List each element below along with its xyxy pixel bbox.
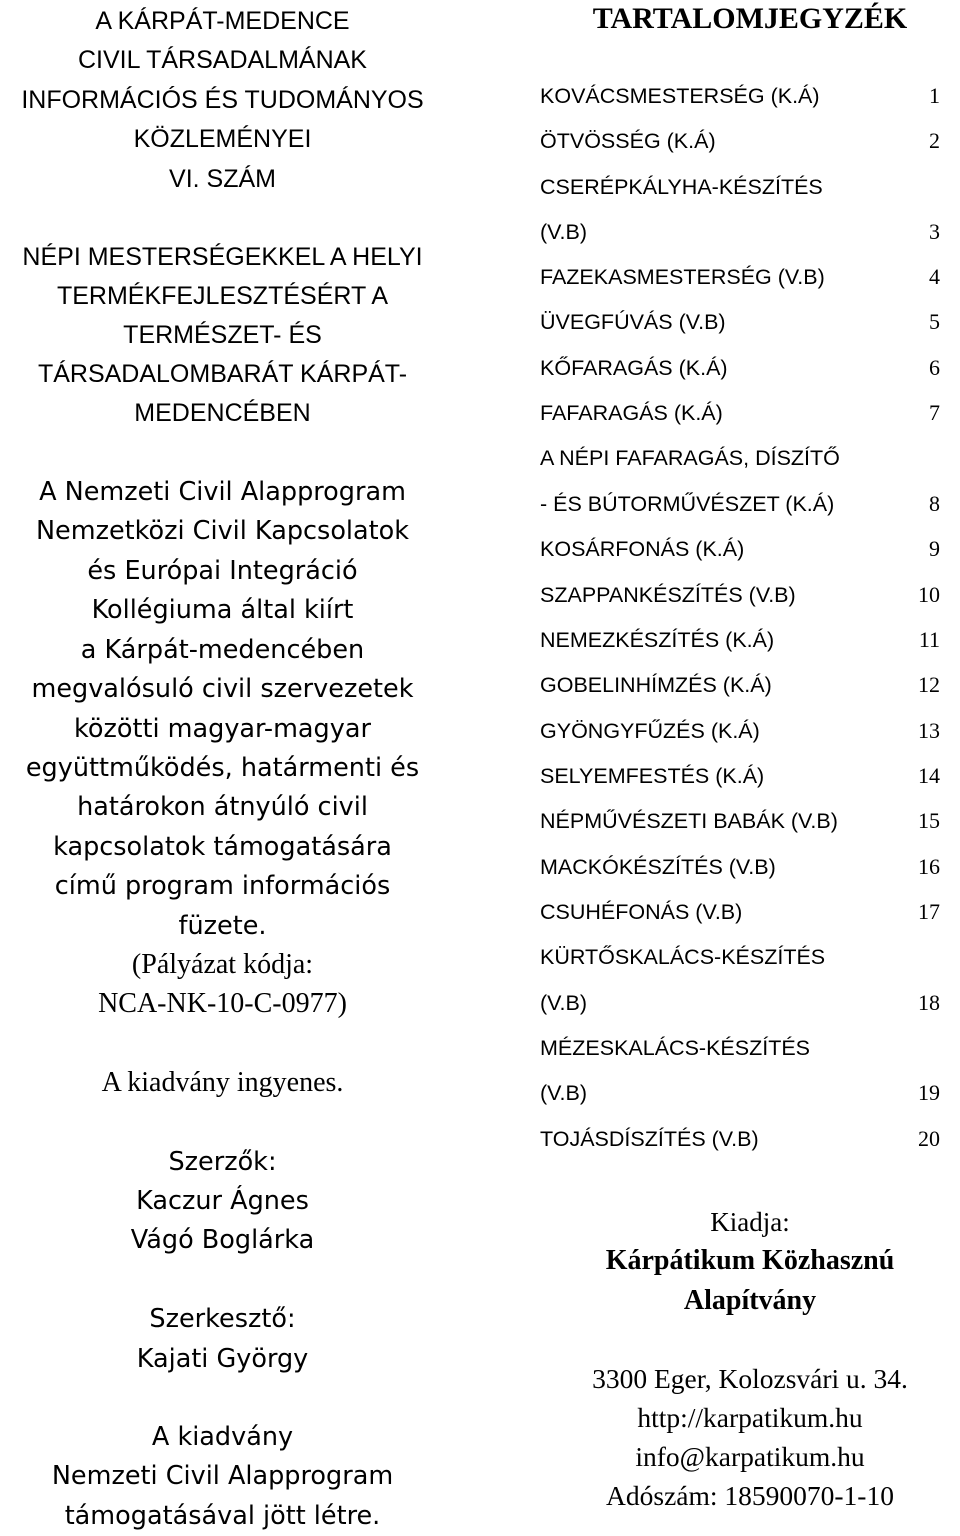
program-line: a Kárpát-medencében: [80, 635, 365, 665]
toc-row: [540, 398, 940, 428]
series-line: CIVIL TÁRSADALMÁNAK: [78, 46, 367, 74]
toc-page-number: 2: [929, 128, 940, 153]
authors-label: Szerzők:: [168, 1147, 277, 1177]
toc-page-number: 7: [929, 400, 940, 425]
toc-row: [540, 262, 940, 292]
toc-entry-label: ÜVEGFÚVÁS (V.B): [540, 310, 726, 334]
toc-entry-label: NÉPMŰVÉSZETI BABÁK (V.B): [540, 809, 838, 833]
tender-code-label: (Pályázat kódja:: [131, 949, 314, 980]
title-line: TERMÉKFEJLESZTÉSÉRT A: [56, 282, 389, 310]
toc-entry-label: NEMEZKÉSZÍTÉS (K.Á): [540, 628, 775, 652]
toc-entry-label: CSUHÉFONÁS (V.B): [540, 900, 743, 924]
toc-row: [540, 217, 940, 247]
program-line: határokon átnyúló civil: [77, 792, 368, 822]
program-line: kapcsolatok támogatására: [53, 832, 392, 862]
program-line: együttműködés, határmenti és: [25, 753, 420, 783]
toc-entry-label: (V.B): [540, 220, 587, 244]
toc-row: [540, 988, 940, 1018]
toc-row: [540, 1033, 940, 1063]
toc-row: [540, 1124, 940, 1154]
toc-page-number: 16: [918, 854, 940, 879]
program-line: közötti magyar-magyar: [74, 714, 371, 744]
toc-row: [540, 670, 940, 700]
toc-title: TARTALOMJEGYZÉK: [592, 2, 908, 35]
publisher-label: Kiadja:: [710, 1207, 790, 1237]
publisher-email: info@karpatikum.hu: [635, 1441, 865, 1472]
toc-page-number: 10: [918, 582, 940, 607]
program-line: című program információs: [54, 871, 391, 901]
title-line: TÁRSADALOMBARÁT KÁRPÁT-: [37, 360, 408, 388]
support-line: támogatásával jött létre.: [64, 1501, 381, 1531]
toc-page-number: 12: [918, 672, 940, 697]
author-name: Vágó Boglárka: [130, 1225, 315, 1255]
toc-row: [540, 852, 940, 882]
toc-entry-label: KOSÁRFONÁS (K.Á): [540, 537, 745, 561]
toc-row: [540, 126, 940, 156]
program-line: Nemzetközi Civil Kapcsolatok: [35, 516, 410, 546]
toc-entry-label: CSERÉPKÁLYHA-KÉSZÍTÉS: [540, 175, 823, 199]
toc-entry-label: GYÖNGYFŰZÉS (K.Á): [540, 719, 760, 743]
publisher-tax-id: Adószám: 18590070-1-10: [606, 1480, 894, 1511]
author-name: Kaczur Ágnes: [136, 1186, 309, 1216]
program-line: Kollégiuma által kiírt: [91, 595, 354, 625]
toc-entry-label: MÉZESKALÁCS-KÉSZÍTÉS: [540, 1036, 811, 1060]
toc-row: [540, 761, 940, 791]
editor-label: Szerkesztő:: [149, 1304, 296, 1334]
program-line: és Európai Integráció: [87, 556, 358, 586]
free-publication-note: A kiadvány ingyenes.: [101, 1067, 344, 1098]
series-line: A KÁRPÁT-MEDENCE: [95, 7, 350, 35]
toc-entry-label: GOBELINHÍMZÉS (K.Á): [540, 673, 772, 697]
publisher-name: Kárpátikum Közhasznú: [605, 1245, 895, 1276]
toc-row: [540, 580, 940, 610]
toc-page-number: 5: [929, 309, 940, 334]
series-issue-number: VI. SZÁM: [169, 165, 276, 193]
toc-row: [540, 81, 940, 111]
toc-entry-label: FAZEKASMESTERSÉG (V.B): [540, 265, 825, 289]
toc-entry-label: A NÉPI FAFARAGÁS, DÍSZÍTŐ: [540, 446, 840, 470]
program-line: füzete.: [178, 911, 267, 941]
series-line: INFORMÁCIÓS ÉS TUDOMÁNYOS: [21, 86, 424, 114]
toc-entry-label: KÜRTŐSKALÁCS-KÉSZÍTÉS: [540, 945, 826, 969]
toc-entry-label: SZAPPANKÉSZÍTÉS (V.B): [540, 583, 796, 607]
toc-entry-label: KOVÁCSMESTERSÉG (K.Á): [540, 84, 820, 108]
title-line: MEDENCÉBEN: [134, 399, 311, 427]
toc-row: [540, 489, 940, 519]
toc-entry-label: KŐFARAGÁS (K.Á): [540, 356, 728, 380]
program-line: megvalósuló civil szervezetek: [31, 674, 414, 704]
toc-page-number: 14: [918, 763, 940, 788]
toc-entry-label: FAFARAGÁS (K.Á): [540, 401, 723, 425]
support-line: A kiadvány: [151, 1422, 294, 1452]
toc-page-number: 18: [918, 990, 940, 1015]
toc-row: [540, 172, 940, 202]
toc-page-number: 17: [918, 899, 940, 924]
toc-page-number: 15: [918, 808, 940, 833]
series-line: KÖZLEMÉNYEI: [133, 125, 312, 153]
toc-page-number: 6: [929, 355, 940, 380]
toc-page-number: 4: [929, 264, 940, 289]
toc-row: [540, 716, 940, 746]
toc-entry-label: (V.B): [540, 1081, 587, 1105]
toc-entry-label: SELYEMFESTÉS (K.Á): [540, 764, 765, 788]
toc-entry-label: MACKÓKÉSZÍTÉS (V.B): [540, 855, 776, 879]
toc-row: [540, 897, 940, 927]
publisher-website: http://karpatikum.hu: [637, 1402, 863, 1433]
toc-row: [540, 1078, 940, 1108]
toc-page-number: 1: [929, 83, 940, 108]
toc-row: [540, 806, 940, 836]
toc-page-number: 19: [918, 1080, 940, 1105]
toc-page-number: 20: [918, 1126, 940, 1151]
toc-entry-label: - ÉS BÚTORMŰVÉSZET (K.Á): [540, 492, 835, 516]
toc-row: [540, 353, 940, 383]
toc-page-number: 8: [929, 491, 940, 516]
support-line: Nemzeti Civil Alapprogram: [51, 1461, 394, 1491]
title-line: TERMÉSZET- ÉS: [123, 321, 322, 349]
toc-page-number: 13: [918, 718, 940, 743]
tender-code-value: NCA-NK-10-C-0977): [98, 988, 347, 1019]
toc-entry-label: TOJÁSDÍSZÍTÉS (V.B): [540, 1127, 759, 1151]
toc-row: [540, 534, 940, 564]
publisher-name: Alapítvány: [683, 1285, 817, 1316]
toc-page-number: 9: [929, 536, 940, 561]
toc-page-number: 11: [918, 627, 940, 652]
toc-entry-label: (V.B): [540, 991, 587, 1015]
program-line: A Nemzeti Civil Alapprogram: [39, 477, 406, 507]
toc-entry-label: ÖTVÖSSÉG (K.Á): [540, 129, 716, 153]
toc-row: [540, 625, 940, 655]
toc-row: [540, 443, 940, 473]
toc-row: [540, 942, 940, 972]
title-line: NÉPI MESTERSÉGEKKEL A HELYI: [22, 243, 423, 271]
publisher-address: 3300 Eger, Kolozsvári u. 34.: [592, 1363, 908, 1394]
toc-row: [540, 307, 940, 337]
toc-page-number: 3: [929, 219, 940, 244]
editor-name: Kajati György: [136, 1344, 309, 1374]
